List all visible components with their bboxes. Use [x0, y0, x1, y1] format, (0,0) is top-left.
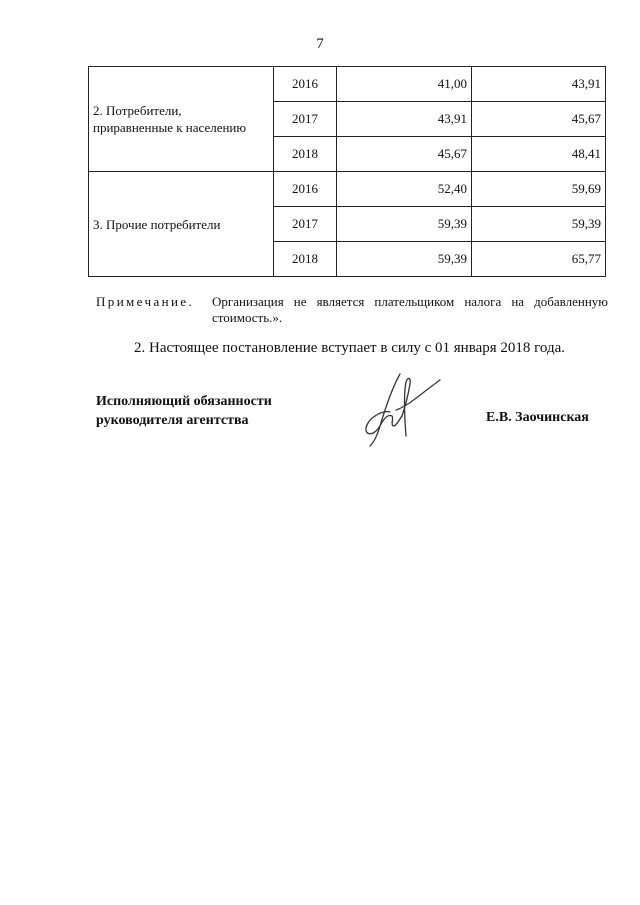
year-cell: 2016 — [274, 67, 337, 102]
tariff-value-second-half: 48,41 — [472, 137, 606, 172]
year-cell: 2018 — [274, 137, 337, 172]
tariff-value-first-half: 45,67 — [337, 137, 472, 172]
tariff-table — [88, 66, 606, 277]
year-cell: 2016 — [274, 172, 337, 207]
note-text: Организация не является плательщиком налога на добавленную — [212, 294, 608, 309]
tariff-value-second-half: 45,67 — [472, 102, 606, 137]
consumer-group-name-cont: приравненные к населению — [93, 120, 247, 135]
effective-date-clause: 2. Настоящее постановление вступает в силу с 01 января 2018 года. — [134, 340, 566, 356]
consumer-group-cell — [89, 172, 274, 277]
consumer-group-name: 2. Потребители, — [93, 103, 182, 118]
note-label: Примечание. — [96, 294, 195, 309]
note-text-cont: стоимость.». — [212, 310, 283, 325]
page-number: 7 — [316, 36, 324, 52]
year-cell: 2018 — [274, 242, 337, 277]
consumer-group-name: 3. Прочие потребители — [93, 216, 221, 232]
table-row — [89, 172, 606, 207]
signer-name: Е.В. Заочинская — [486, 410, 589, 425]
tariff-value-first-half: 43,91 — [337, 102, 472, 137]
tariff-value-second-half: 59,69 — [472, 172, 606, 207]
consumer-group-cell — [89, 67, 274, 172]
handwritten-signature-icon — [356, 366, 446, 450]
tariff-value-first-half: 59,39 — [337, 242, 472, 277]
year-cell: 2017 — [274, 102, 337, 137]
year-cell: 2017 — [274, 207, 337, 242]
table-row — [89, 67, 606, 102]
tariff-value-first-half: 52,40 — [337, 172, 472, 207]
signatory-title-line: руководителя агентства — [96, 413, 249, 428]
tariff-value-second-half: 43,91 — [472, 67, 606, 102]
tariff-value-first-half: 59,39 — [337, 207, 472, 242]
tariff-value-second-half: 65,77 — [472, 242, 606, 277]
tariff-value-second-half: 59,39 — [472, 207, 606, 242]
tariff-value-first-half: 41,00 — [337, 67, 472, 102]
signatory-title-line: Исполняющий обязанности — [96, 394, 272, 409]
signatory-title — [96, 392, 272, 430]
